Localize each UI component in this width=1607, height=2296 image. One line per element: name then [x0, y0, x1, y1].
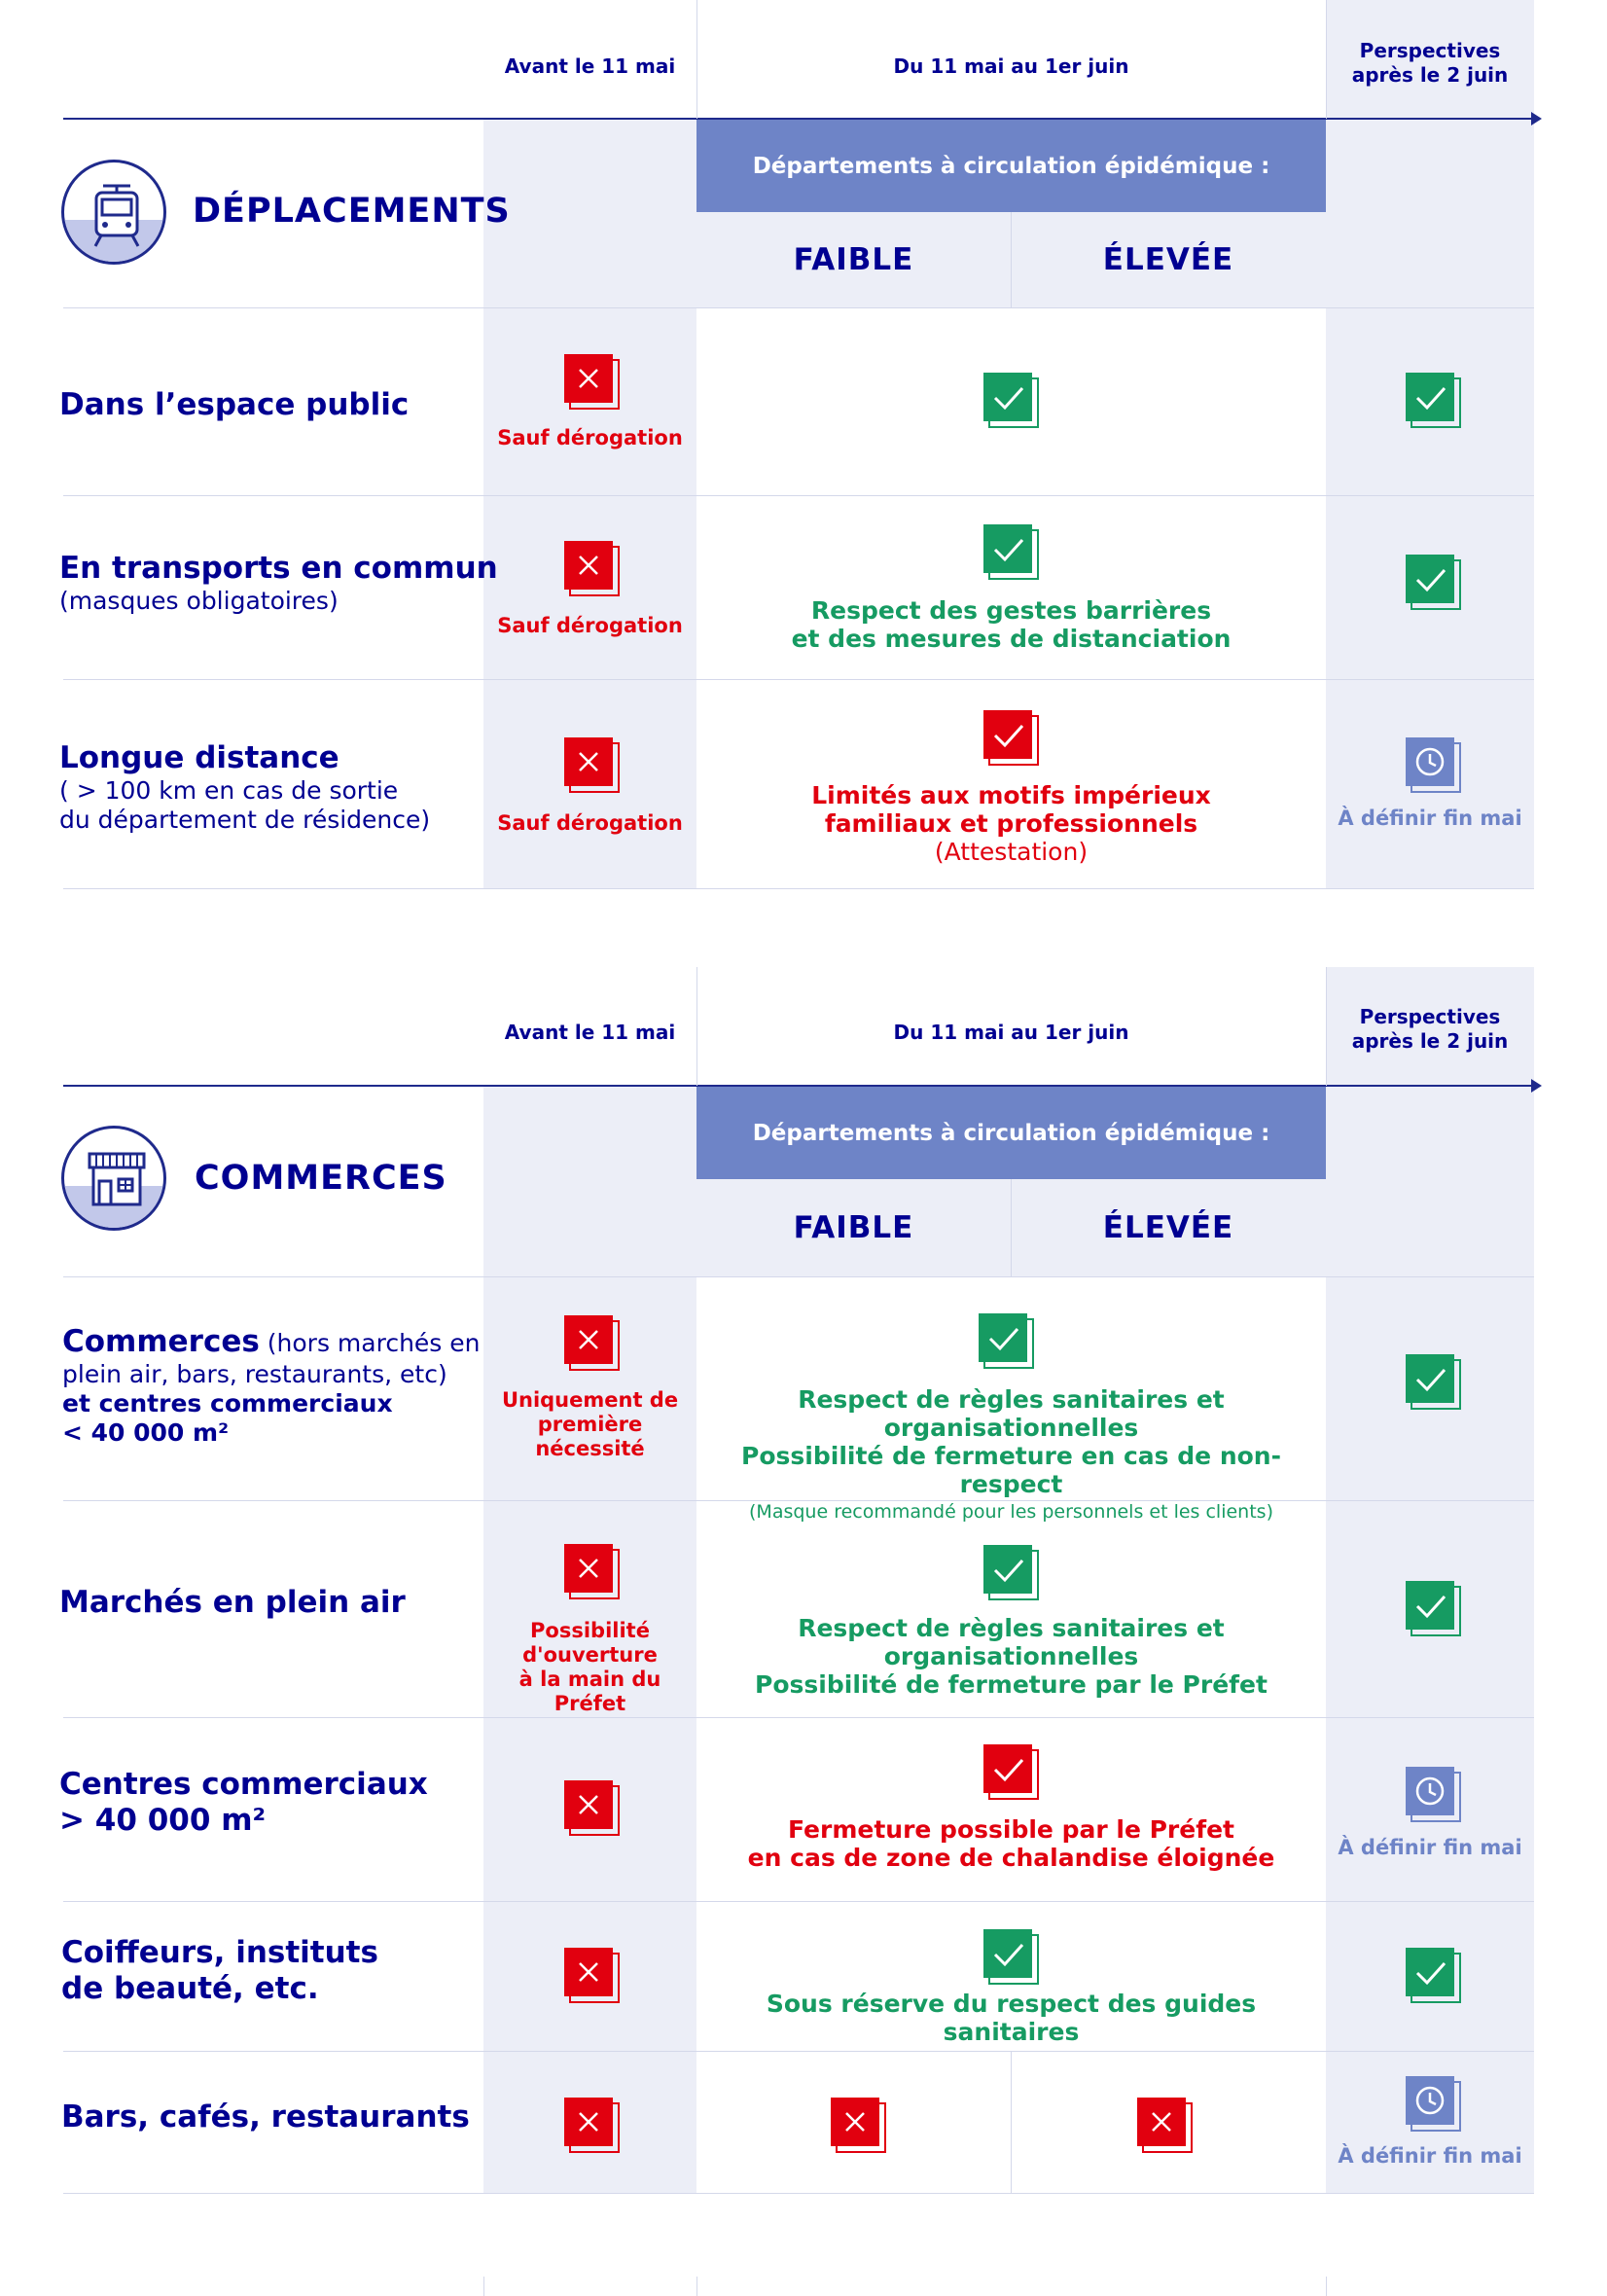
cross-icon [564, 1315, 621, 1372]
du-note-line: en cas de zone de chalandise éloignée [747, 1844, 1275, 1872]
avant-note-line: Uniquement de [501, 1388, 679, 1412]
avant-note-line: à la main du Préfet [518, 1668, 661, 1715]
header-du: Du 11 mai au 1er juin [893, 54, 1129, 78]
cross-icon [564, 1780, 621, 1837]
header-perspectives [1326, 37, 1534, 90]
clock-icon [1406, 1767, 1462, 1823]
header-divider [696, 0, 697, 119]
check-icon [1406, 1581, 1462, 1637]
level-divider [1011, 2051, 1012, 2193]
subband-circulation: Départements à circulation épidémique : [696, 120, 1326, 212]
du-note [696, 1614, 1326, 1699]
du-note [696, 1815, 1326, 1872]
avant-note: Sauf dérogation [497, 811, 683, 835]
row-label [59, 1585, 406, 1621]
row-label-main: Centres commerciaux [59, 1767, 428, 1802]
check-icon [979, 1313, 1035, 1370]
du-note-line: Respect de règles sanitaires et organisationnelles [798, 1385, 1225, 1442]
check-red-icon [983, 1744, 1040, 1801]
du-note [696, 781, 1326, 866]
header-divider [1326, 967, 1327, 1086]
header-du: Du 11 mai au 1er juin [893, 1020, 1129, 1044]
cross-icon [1137, 2098, 1194, 2154]
level-faible: FAIBLE [793, 1210, 914, 1245]
du-note-line: Possibilité de fermeture par le Préfet [755, 1670, 1268, 1699]
row-label [59, 551, 498, 616]
check-icon [983, 1929, 1040, 1986]
next-section-divider [483, 2277, 484, 2296]
du-note [696, 596, 1326, 653]
avant-note [483, 1388, 696, 1461]
check-icon [1406, 373, 1462, 429]
cross-icon [564, 737, 621, 794]
row-label [61, 2099, 470, 2135]
row-divider [63, 1901, 1534, 1902]
subband-circulation: Départements à circulation épidémique : [696, 1087, 1326, 1179]
row-divider [63, 307, 1534, 308]
cross-icon [564, 354, 621, 411]
avant-note-line: d'ouverture [522, 1643, 658, 1667]
persp-note: À définir fin mai [1338, 1836, 1522, 1859]
next-section-divider [696, 2277, 697, 2296]
row-divider [63, 1276, 1534, 1277]
row-divider [63, 495, 1534, 496]
persp-note: À définir fin mai [1338, 2144, 1522, 2168]
row-label-sub: ( > 100 km en cas de sortie [59, 776, 399, 806]
check-icon [1406, 555, 1462, 611]
header-perspectives [1326, 1003, 1534, 1056]
level-faible: FAIBLE [793, 242, 914, 277]
row-divider [63, 888, 1534, 889]
clock-icon [1406, 2076, 1462, 2133]
row-label [59, 1767, 428, 1839]
avant-note [483, 1619, 696, 1716]
timeline-arrow-icon [1531, 1079, 1542, 1093]
row-label-main: Dans l’espace public [59, 387, 410, 422]
check-icon [1406, 1354, 1462, 1411]
du-note-line: familiaux et professionnels [824, 809, 1198, 838]
check-red-icon [983, 710, 1040, 767]
row-label-main: Commerces [62, 1324, 260, 1359]
du-note: Sous réserve du respect des guides sanitaires [766, 1990, 1257, 2046]
clock-icon [1406, 737, 1462, 794]
column-perspectives-bg [1326, 967, 1534, 2193]
check-icon [1406, 1948, 1462, 2004]
header-divider [1326, 0, 1327, 119]
du-note-line: Respect des gestes barrières [810, 596, 1212, 625]
du-note [696, 1385, 1326, 1526]
check-icon [983, 524, 1040, 581]
row-label [59, 387, 409, 423]
row-label [62, 1324, 481, 1448]
row-label-bold: < 40 000 m² [62, 1418, 230, 1448]
timeline-arrow-icon [1531, 112, 1542, 126]
row-label-main: Marchés en plein air [59, 1585, 406, 1620]
du-note-line: Fermeture possible par le Préfet [787, 1815, 1235, 1844]
row-label-main: Bars, cafés, restaurants [61, 2099, 470, 2135]
du-note-line: Limités aux motifs impérieux [811, 781, 1211, 809]
cross-icon [564, 1544, 621, 1600]
level-elevee: ÉLEVÉE [1102, 242, 1234, 277]
row-label-main: En transports en commun [59, 551, 498, 586]
tram-logo [61, 160, 166, 265]
level-elevee: ÉLEVÉE [1102, 1210, 1234, 1245]
row-divider [63, 2051, 1534, 2052]
storefront-icon [64, 1129, 166, 1231]
avant-note-line: Possibilité [530, 1619, 650, 1642]
cross-icon [564, 2098, 621, 2154]
header-perspectives-line1: Perspectives [1359, 1005, 1501, 1028]
row-label-sub: plein air, bars, restaurants, etc) [62, 1360, 447, 1389]
row-divider [63, 2193, 1534, 2194]
avant-note: Sauf dérogation [497, 426, 683, 449]
row-label-sub: du département de résidence) [59, 806, 431, 835]
header-perspectives-line1: Perspectives [1359, 39, 1501, 62]
row-divider [63, 1717, 1534, 1718]
header-avant: Avant le 11 mai [504, 1020, 676, 1044]
section-title: COMMERCES [195, 1159, 447, 1198]
du-note-line: (Attestation) [934, 838, 1089, 866]
row-label-sub: (masques obligatoires) [59, 587, 339, 616]
section-commerces [0, 967, 1607, 2296]
level-divider [1011, 1179, 1012, 1276]
row-label-main: Coiffeurs, instituts [61, 1935, 378, 1970]
persp-note: À définir fin mai [1338, 807, 1522, 830]
du-note-line: et des mesures de distanciation [791, 625, 1232, 653]
row-label-bold: et centres commerciaux [62, 1389, 393, 1418]
section-title: DÉPLACEMENTS [193, 192, 511, 231]
avant-note: Sauf dérogation [497, 614, 683, 637]
storefront-logo [61, 1126, 166, 1231]
row-label [61, 1935, 378, 2007]
check-icon [983, 1545, 1040, 1601]
du-note-line: Respect de règles sanitaires et organisationnelles [798, 1614, 1225, 1670]
row-label-main: Longue distance [59, 740, 339, 775]
row-label-main: > 40 000 m² [59, 1803, 267, 1839]
section-deplacements [0, 0, 1607, 895]
du-note-line: (Masque recommandé pour les personnels et les clients) [749, 1501, 1273, 1523]
row-label-inline: (hors marchés en [259, 1329, 481, 1357]
header-perspectives-line2: après le 2 juin [1351, 63, 1509, 87]
avant-note-line: première nécessité [535, 1413, 645, 1460]
cross-icon [831, 2098, 887, 2154]
cross-icon [564, 541, 621, 597]
row-label [59, 740, 430, 835]
next-section-divider [1326, 2277, 1327, 2296]
cross-icon [564, 1948, 621, 2004]
header-avant: Avant le 11 mai [504, 54, 676, 78]
row-label-main: de beauté, etc. [61, 1971, 319, 2007]
du-note-line: Possibilité de fermeture en cas de non-respect [741, 1442, 1281, 1498]
tram-icon [64, 162, 166, 265]
check-icon [983, 373, 1040, 429]
level-divider [1011, 212, 1012, 307]
header-perspectives-line2: après le 2 juin [1351, 1029, 1509, 1053]
header-divider [696, 967, 697, 1086]
row-divider [63, 679, 1534, 680]
